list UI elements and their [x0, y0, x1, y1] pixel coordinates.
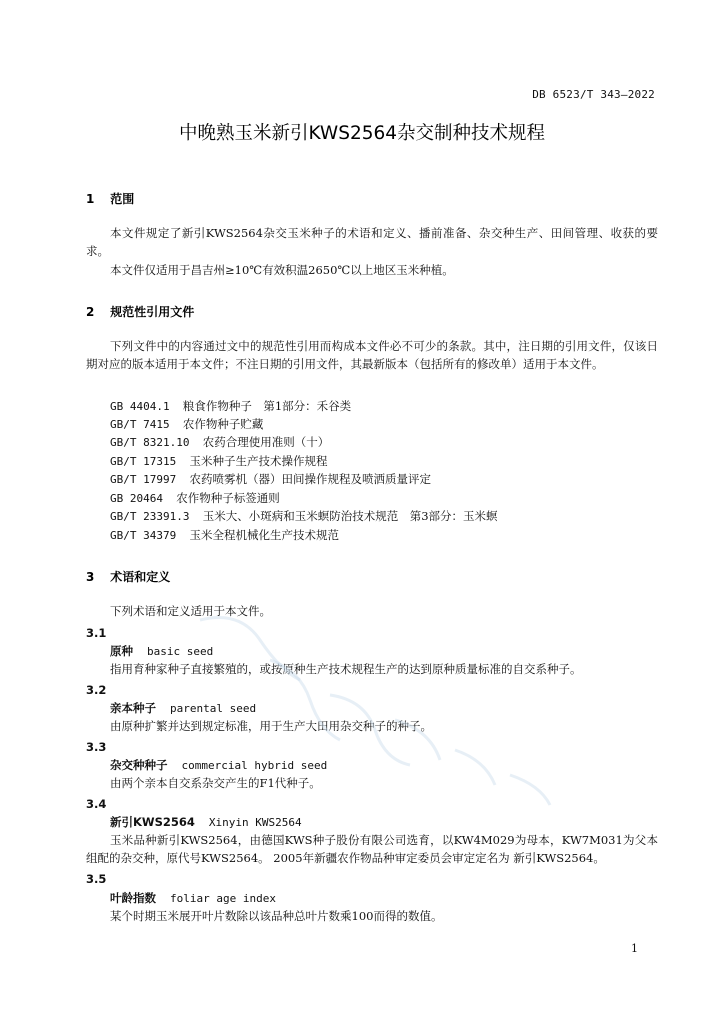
reference-title: 玉米大、小斑病和玉米螟防治技术规范 第3部分：玉米螟: [202, 509, 498, 523]
term-en: basic seed: [147, 645, 214, 658]
scope-paragraph-2: 本文件仅适用于昌吉州≥10℃有效积温2650℃以上地区玉米种植。: [110, 263, 454, 277]
term-en: parental seed: [170, 702, 257, 715]
reference-code: GB/T 8321.10: [110, 436, 190, 449]
reference-code: GB 20464: [110, 492, 163, 505]
reference-title: 玉米全程机械化生产技术规范: [189, 528, 339, 542]
document-number: DB 6523/T 343—2022: [532, 88, 655, 101]
term-definition: 玉米品种新引KWS2564，由德国KWS种子股份有限公司选育，以KW4M029为母本，KW7M031为父本组配的杂交种，原代号KWS2564。 2005年新疆农作物品种审定委员会审定定名为 新引KWS2564。: [86, 833, 658, 866]
terms-intro: 下列术语和定义适用于本文件。: [110, 604, 271, 618]
term-definition: 指用育种家种子直接繁殖的，或按原种生产技术规程生产的达到原种质量标准的自交系种子。: [110, 662, 582, 676]
reference-code: GB 4404.1: [110, 400, 170, 413]
section-title: 规范性引用文件: [110, 305, 195, 319]
term-zh: 亲本种子: [110, 701, 156, 715]
scope-paragraph-1: 本文件规定了新引KWS2564杂交玉米种子的术语和定义、播前准备、杂交种生产、田间管理、收获的要求。: [86, 226, 658, 259]
reference-title: 农药合理使用准则（十）: [202, 435, 330, 449]
document-title: 中晚熟玉米新引KWS2564杂交制种技术规程: [178, 123, 546, 144]
reference-item: [110, 433, 329, 452]
term-number: 3.4: [86, 797, 107, 811]
term-definition: 某个时期玉米展开叶片数除以该品种总叶片数乘100而得的数值。: [110, 909, 443, 923]
reference-item: [110, 526, 339, 545]
term-number: 3.5: [86, 872, 107, 886]
reference-code: GB/T 34379: [110, 529, 177, 542]
section-2-heading: [86, 303, 194, 320]
reference-code: GB/T 17315: [110, 455, 177, 468]
reference-item: [110, 452, 327, 471]
term-definition: 由两个亲本自交系杂交产生的F1代种子。: [110, 776, 321, 790]
reference-code: GB/T 23391.3: [110, 510, 190, 523]
reference-title: 玉米种子生产技术操作规程: [189, 454, 328, 468]
section-1-heading: [86, 190, 134, 207]
section-number: 1: [86, 192, 95, 206]
reference-item: [110, 470, 431, 489]
reference-title: 农药喷雾机（器）田间操作规程及喷洒质量评定: [189, 472, 431, 486]
section-title: 术语和定义: [110, 570, 171, 584]
term-zh: 杂交种种子: [110, 758, 168, 772]
reference-code: GB/T 17997: [110, 473, 177, 486]
references-intro: 下列文件中的内容通过文中的规范性引用而构成本文件必不可少的条款。其中，注日期的引用文件，仅该日期对应的版本适用于本文件；不注日期的引用文件，其最新版本（包括所有的修改单）适用于本文件。: [86, 339, 658, 372]
term-zh: 原种: [110, 644, 133, 658]
reference-item: [110, 415, 263, 434]
reference-title: 农作物种子贮藏: [182, 417, 264, 431]
section-number: 2: [86, 305, 95, 319]
term-en: commercial hybrid seed: [181, 759, 328, 772]
watermark-seal-graphic: [180, 600, 600, 860]
reference-title: 粮食作物种子 第1部分：禾谷类: [182, 399, 352, 413]
section-title: 范围: [110, 192, 135, 206]
reference-item: [110, 489, 280, 508]
term-definition: 由原种扩繁并达到规定标准，用于生产大田用杂交种子的种子。: [110, 719, 432, 733]
page-number: 1: [631, 942, 638, 955]
reference-title: 农作物种子标签通则: [176, 491, 280, 505]
term-number: 3.3: [86, 740, 107, 754]
term-zh: 叶龄指数: [110, 891, 156, 905]
term-zh: 新引KWS2564: [110, 815, 195, 829]
term-en: foliar age index: [170, 892, 276, 905]
term-en: Xinyin KWS2564: [208, 816, 302, 829]
section-number: 3: [86, 570, 95, 584]
reference-item: [110, 507, 498, 526]
term-heading: [110, 890, 276, 906]
term-number: 3.1: [86, 626, 107, 640]
term-number: 3.2: [86, 683, 107, 697]
reference-code: GB/T 7415: [110, 418, 170, 431]
section-3-heading: [86, 568, 170, 585]
reference-item: [110, 397, 351, 416]
